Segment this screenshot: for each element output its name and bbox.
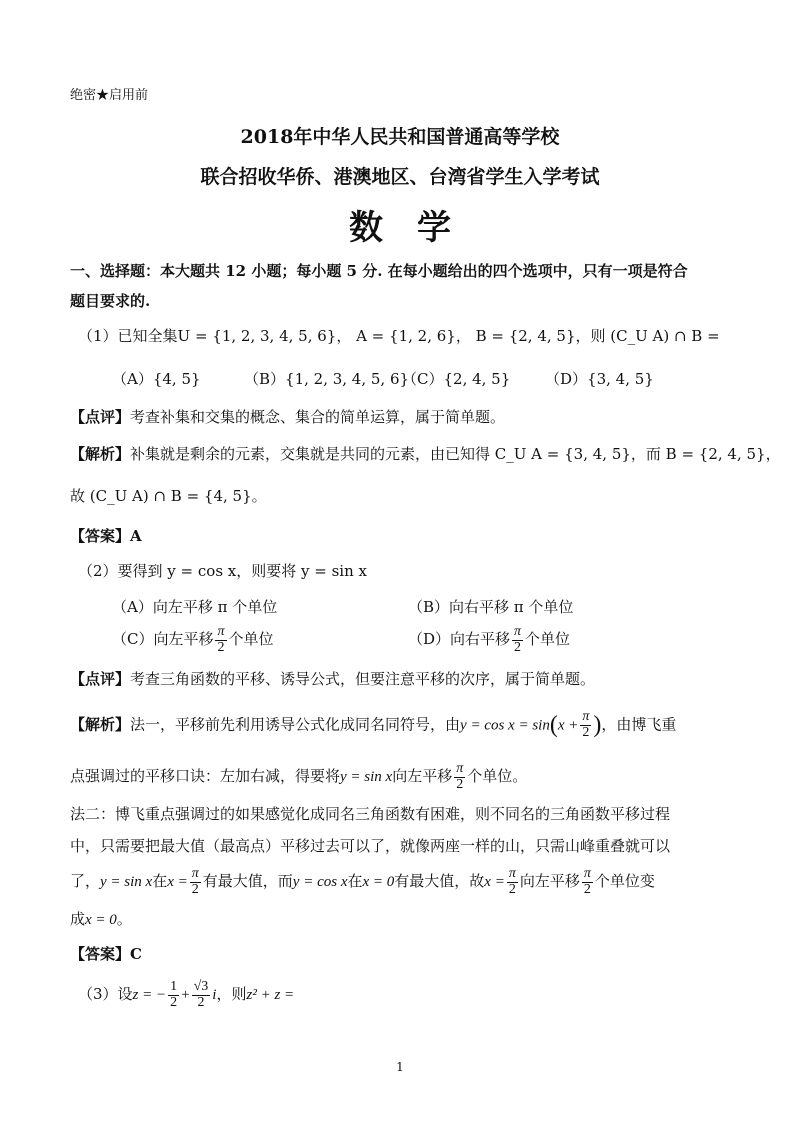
q2-analysis-formula-2: y = sin x — [340, 769, 393, 786]
frac-num: π — [508, 866, 516, 881]
q3-stem-text: ，则 — [216, 985, 247, 1004]
frac-num: π — [191, 866, 199, 881]
section-heading-line-2: 题目要求的. — [70, 292, 151, 310]
m2-text-c: 在 — [152, 872, 168, 891]
q2-option-d-suffix: 个单位 — [525, 630, 571, 649]
m2-text-4a: 成 — [70, 910, 86, 928]
fraction-pi-over-2 — [582, 867, 593, 897]
q2-method2-line-1: 法二：博飞重点强调过的如果感觉化成同名三角函数有困难，则不同名的三角函数平移过程 — [70, 805, 671, 823]
m2-text-4c: 。 — [116, 910, 132, 928]
q1-option-b: （B）{1, 2, 3, 4, 5, 6} — [244, 370, 410, 388]
q1-option-d: （D）{3, 4, 5} — [545, 370, 654, 388]
frac-num: π — [583, 866, 591, 881]
q2-option-c-label: （C）向左平移 — [112, 630, 214, 649]
subject-title: 数 学 — [349, 208, 451, 248]
frac-den: 2 — [582, 725, 590, 741]
q3-stem-label: （3）设 — [78, 985, 133, 1004]
fraction-pi-over-2 — [215, 625, 226, 655]
q1-comment-text: 考查补集和交集的概念、集合的简单运算，属于简单题。 — [130, 408, 506, 426]
q1-stem: （1）已知全集U = {1, 2, 3, 4, 5, 6}， A = {1, 2, 6}， B = {2, 4, 5}，则 (C_U A) ∩ B = — [78, 327, 720, 345]
q1-analysis-line-1 — [70, 445, 781, 465]
q2-stem: （2）要得到 y = cos x，则要将 y = sin x — [78, 562, 367, 580]
q2-option-c — [112, 625, 274, 655]
q2-option-c-suffix: 个单位 — [228, 630, 274, 649]
fraction-one-half — [168, 980, 179, 1010]
imaginary-unit: i — [212, 987, 217, 1004]
frac-num: π — [456, 761, 464, 776]
title-line-1: 2018年中华人民共和国普通高等学校 — [240, 126, 560, 148]
frac-den: 2 — [508, 881, 516, 897]
q2-analysis-text-2b: 向左平移 — [392, 767, 453, 786]
fraction-pi-over-2 — [507, 867, 518, 897]
q2-answer — [70, 945, 142, 965]
q2-analysis-line-1 — [70, 710, 676, 741]
m2-formula-d: x = — [167, 874, 188, 891]
q1-answer-value: A — [130, 527, 142, 545]
right-paren: ) — [593, 712, 602, 738]
page-number: 1 — [396, 1060, 404, 1074]
plus-sign: + — [181, 987, 190, 1004]
frac-den: 2 — [197, 994, 205, 1010]
m2-formula-b: y = sin x — [100, 874, 153, 891]
fraction-pi-over-2 — [580, 710, 591, 740]
q2-analysis-formula-1: y = cos x = sin — [460, 717, 550, 734]
frac-num: π — [514, 624, 522, 639]
frac-num: 1 — [170, 979, 178, 994]
frac-num: √3 — [193, 979, 209, 994]
secret-label: 绝密★启用前 — [70, 88, 149, 103]
m2-text-i: 有最大值，故 — [394, 872, 485, 891]
q1-analysis-text-1: 补集就是剩余的元素，交集就是共同的元素，由已知得 C_U A = {3, 4, 5}，而 B = {2, 4, 5}， — [130, 445, 781, 463]
q1-comment — [70, 408, 505, 428]
analysis-label: 【解析】 — [70, 445, 131, 463]
fraction-pi-over-2 — [512, 625, 523, 655]
fraction-sqrt3-half — [192, 980, 211, 1010]
section-heading-line-1: 一、选择题：本大题共 12 小题；每小题 5 分. 在每小题给出的四个选项中，只有一项是符合 — [70, 262, 688, 280]
q1-option-a: （A）{4, 5} — [112, 370, 201, 388]
q2-option-d-label: （D）向右平移 — [408, 630, 511, 649]
frac-den: 2 — [514, 639, 522, 655]
q2-comment — [70, 670, 595, 690]
q1-answer — [70, 527, 142, 547]
frac-den: 2 — [456, 776, 464, 792]
q3-stem — [78, 980, 294, 1010]
frac-den: 2 — [191, 881, 199, 897]
q2-answer-value: C — [130, 945, 142, 963]
m2-formula-h: x = 0 — [362, 874, 395, 891]
q2-method2-line-2: 中，只需要把最大值（最高点）平移过去可以了，就像两座一样的山，只需山峰重叠就可以 — [70, 837, 671, 855]
fraction-pi-over-2 — [454, 762, 465, 792]
frac-num: π — [582, 709, 590, 725]
q2-option-d — [408, 625, 570, 655]
q2-option-a: （A）向左平移 π 个单位 — [112, 598, 278, 616]
q2-analysis-text-1b: ，由博飞重 — [601, 715, 677, 734]
q3-z-equals: z = − — [132, 987, 167, 1004]
m2-text-l: 个单位变 — [594, 872, 655, 891]
m2-text-e: 有最大值，而 — [202, 872, 293, 891]
m2-text-g: 在 — [347, 872, 363, 891]
q2-analysis-text-1: 法一，平移前先利用诱导公式化成同名同符号，由 — [130, 715, 461, 734]
q2-analysis-text-2: 点强调过的平移口诀：左加右减，得要将 — [70, 767, 341, 786]
frac-num: π — [217, 624, 225, 639]
frac-den: 2 — [217, 639, 225, 655]
q2-comment-text: 考查三角函数的平移、诱导公式，但要注意平移的次序，属于简单题。 — [130, 670, 596, 688]
comment-label: 【点评】 — [70, 408, 131, 426]
q2-method2-line-3 — [70, 867, 655, 897]
x-plus: x + — [557, 717, 579, 734]
m2-formula-4b: x = 0 — [85, 912, 117, 928]
q3-expression: z² + z = — [246, 987, 295, 1004]
analysis-label: 【解析】 — [70, 715, 131, 734]
title-line-2: 联合招收华侨、港澳地区、台湾省学生入学考试 — [200, 166, 600, 188]
q1-analysis-line-2: 故 (C_U A) ∩ B = {4, 5}。 — [70, 487, 267, 505]
frac-den: 2 — [170, 994, 178, 1010]
answer-label: 【答案】 — [70, 945, 131, 963]
m2-formula-j: x = — [484, 874, 505, 891]
q2-analysis-text-2c: 个单位。 — [467, 767, 528, 786]
left-paren: ( — [549, 712, 558, 738]
frac-den: 2 — [583, 881, 591, 897]
q1-option-c: （C）{2, 4, 5} — [402, 370, 511, 388]
answer-label: 【答案】 — [70, 527, 131, 545]
q2-analysis-line-2 — [70, 762, 527, 792]
q2-option-b: （B）向右平移 π 个单位 — [408, 598, 574, 616]
m2-formula-f: y = cos x — [292, 874, 348, 891]
m2-text-k: 向左平移 — [519, 872, 580, 891]
fraction-pi-over-2 — [190, 867, 201, 897]
q2-method2-line-4 — [70, 910, 132, 931]
m2-text-a: 了， — [70, 872, 101, 891]
comment-label: 【点评】 — [70, 670, 131, 688]
